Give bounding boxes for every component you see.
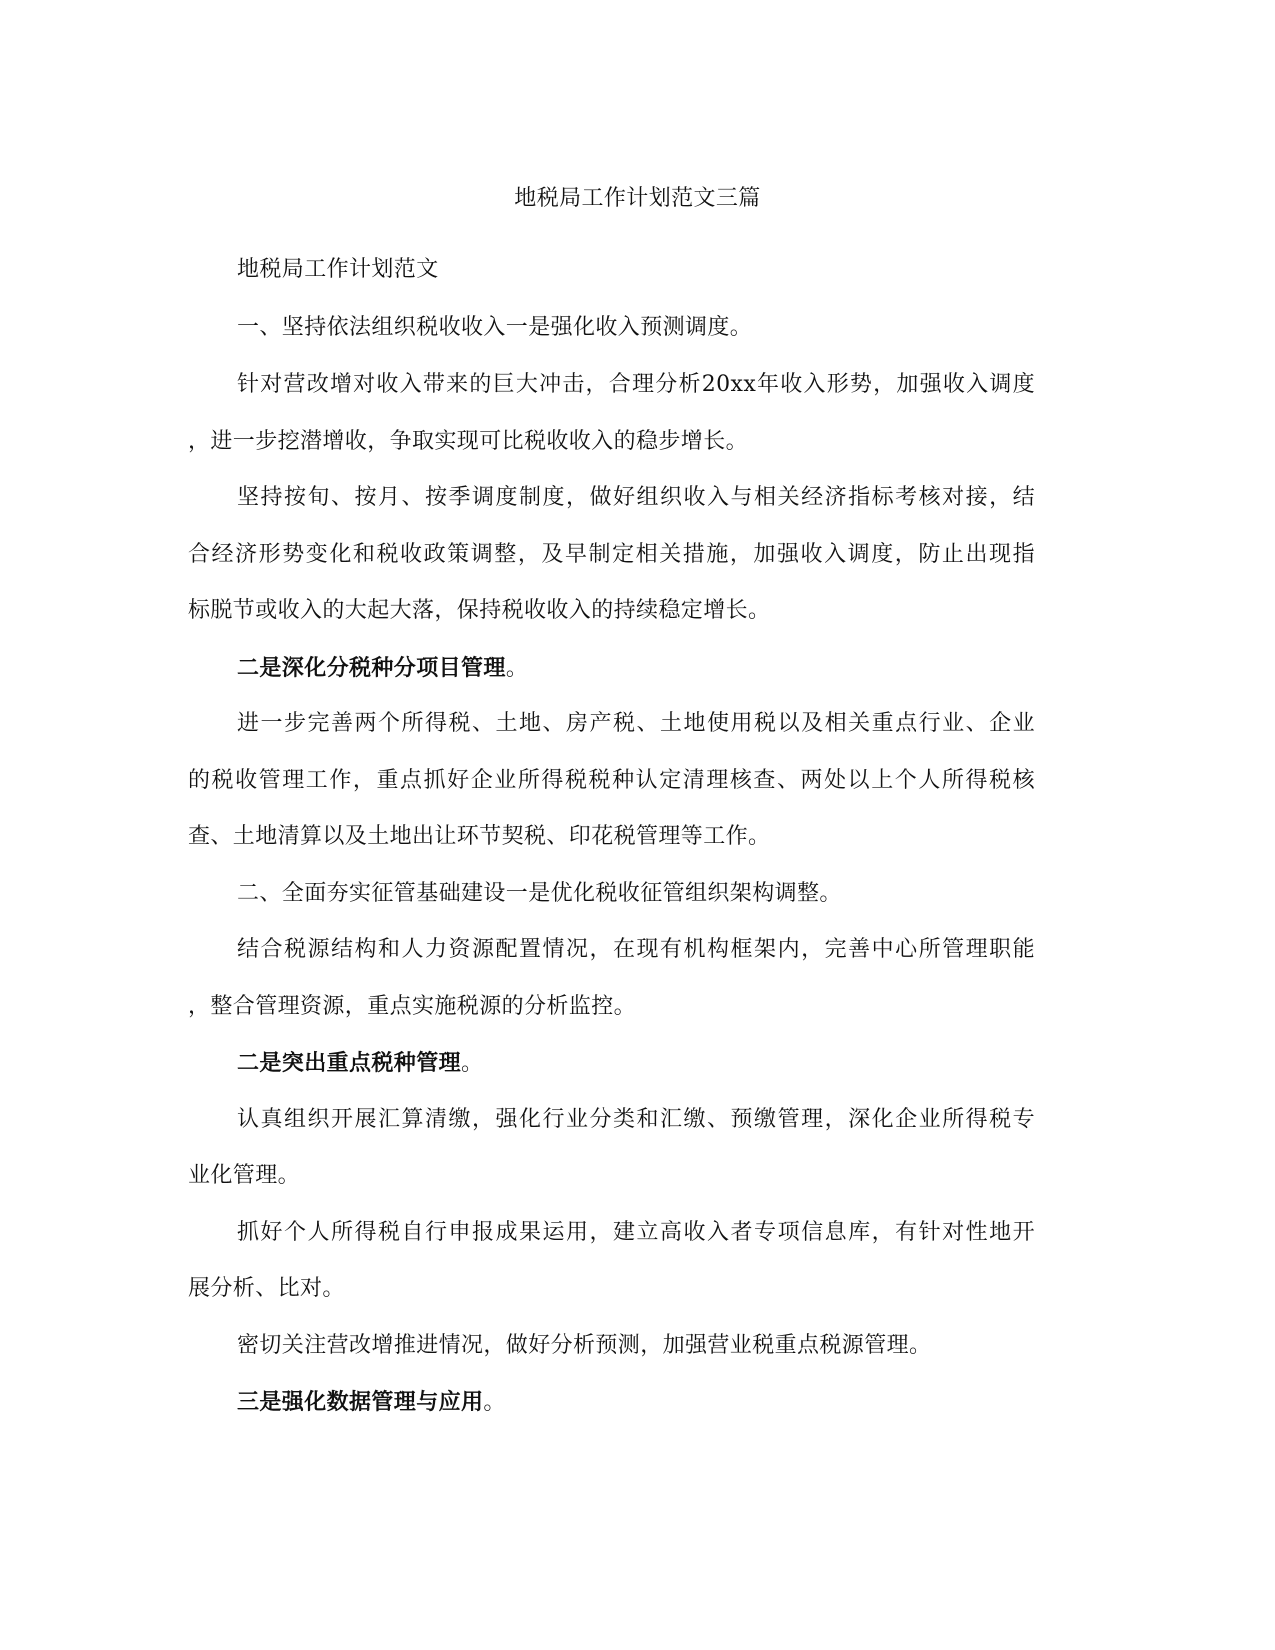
paragraph-line: 认真组织开展汇算清缴，强化行业分类和汇缴、预缴管理，深化企业所得税专 bbox=[237, 1107, 1035, 1132]
subheading-bold: 二是突出重点税种管理 bbox=[237, 1050, 462, 1076]
subheading-punct: 。 bbox=[461, 1051, 484, 1076]
paragraph-line: ，进一步挖潜增收，争取实现可比税收收入的稳步增长。 bbox=[188, 429, 749, 454]
paragraph-line: 业化管理。 bbox=[188, 1163, 301, 1188]
subheading-line bbox=[237, 653, 1137, 684]
section-heading: 地税局工作计划范文 bbox=[237, 257, 439, 282]
subheading-bold: 二是深化分税种分项目管理 bbox=[237, 655, 506, 681]
paragraph-line: 抓好个人所得税自行申报成果运用，建立高收入者专项信息库，有针对性地开 bbox=[237, 1220, 1035, 1245]
subheading-line bbox=[237, 1387, 1137, 1418]
subheading-line bbox=[237, 1048, 1137, 1079]
paragraph-line: ，整合管理资源，重点实施税源的分析监控。 bbox=[188, 994, 637, 1019]
paragraph-line: 展分析、比对。 bbox=[188, 1276, 345, 1301]
document-title: 地税局工作计划范文三篇 bbox=[514, 186, 761, 211]
paragraph-line: 坚持按旬、按月、按季调度制度，做好组织收入与相关经济指标考核对接，结 bbox=[237, 485, 1035, 510]
paragraph-line: 合经济形势变化和税收政策调整，及早制定相关措施，加强收入调度，防止出现指 bbox=[188, 542, 1035, 567]
subheading-punct: 。 bbox=[483, 1390, 506, 1415]
paragraph-line: 针对营改增对收入带来的巨大冲击，合理分析20xx年收入形势，加强收入调度 bbox=[237, 372, 1035, 397]
paragraph-line: 进一步完善两个所得税、土地、房产税、土地使用税以及相关重点行业、企业 bbox=[237, 711, 1035, 736]
section-heading: 二、全面夯实征管基础建设一是优化税收征管组织架构调整。 bbox=[237, 881, 842, 906]
paragraph-line: 标脱节或收入的大起大落，保持税收收入的持续稳定增长。 bbox=[188, 598, 771, 623]
paragraph-line: 密切关注营改增推进情况，做好分析预测，加强营业税重点税源管理。 bbox=[237, 1333, 932, 1358]
paragraph-line: 的税收管理工作，重点抓好企业所得税税种认定清理核查、两处以上个人所得税核 bbox=[188, 768, 1035, 793]
subheading-punct: 。 bbox=[505, 656, 529, 681]
paragraph-line: 一、坚持依法组织税收收入一是强化收入预测调度。 bbox=[237, 315, 753, 340]
paragraph-line: 查、土地清算以及土地出让环节契税、印花税管理等工作。 bbox=[188, 824, 771, 849]
paragraph-line: 结合税源结构和人力资源配置情况，在现有机构框架内，完善中心所管理职能 bbox=[237, 937, 1035, 962]
subheading-bold: 三是强化数据管理与应用 bbox=[237, 1389, 484, 1415]
